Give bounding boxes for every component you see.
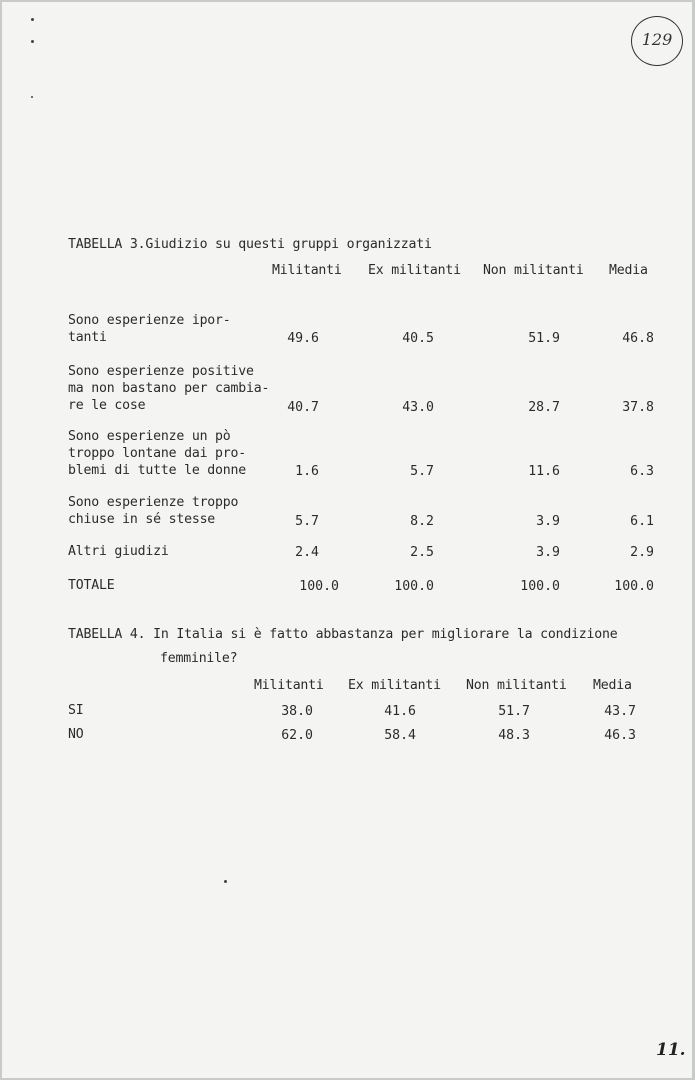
- table-cell: 11.6: [528, 464, 560, 479]
- document-page: [2, 2, 692, 1078]
- table-cell: 2.4: [295, 545, 319, 560]
- table-cell: 41.6: [384, 704, 416, 719]
- table-cell: 37.8: [622, 400, 654, 415]
- row-label: SI: [68, 703, 84, 718]
- speck: [224, 880, 227, 883]
- table-cell: 48.3: [498, 728, 530, 743]
- table-cell: 51.7: [498, 704, 530, 719]
- column-header: Militanti: [254, 678, 324, 693]
- column-header: Media: [609, 263, 648, 278]
- table-cell: 43.0: [402, 400, 434, 415]
- table-cell: 2.9: [630, 545, 654, 560]
- column-header: Ex militanti: [368, 263, 461, 278]
- row-label: blemi di tutte le donne: [68, 463, 247, 478]
- table-cell: 100.0: [614, 579, 654, 594]
- table-cell: 40.7: [287, 400, 319, 415]
- row-label: Sono esperienze positive: [68, 364, 254, 379]
- table-3-title: TABELLA 3.Giudizio su questi gruppi organizzati: [68, 237, 432, 252]
- column-header: Militanti: [272, 263, 342, 278]
- archive-stamp: [631, 16, 683, 66]
- table-cell: 5.7: [410, 464, 434, 479]
- row-label: TOTALE: [68, 578, 115, 593]
- table-cell: 5.7: [295, 514, 319, 529]
- table-cell: 38.0: [281, 704, 313, 719]
- table-cell: 8.2: [410, 514, 434, 529]
- column-header: Non militanti: [483, 263, 584, 278]
- table-cell: 46.8: [622, 331, 654, 346]
- speck: [31, 96, 33, 98]
- table-cell: 62.0: [281, 728, 313, 743]
- table-cell: 3.9: [536, 545, 560, 560]
- row-label: chiuse in sé stesse: [68, 512, 216, 527]
- table-cell: 6.3: [630, 464, 654, 479]
- row-label: troppo lontane dai pro-: [68, 446, 247, 461]
- table-cell: 1.6: [295, 464, 319, 479]
- table-cell: 58.4: [384, 728, 416, 743]
- table-cell: 100.0: [394, 579, 434, 594]
- row-label: re le cose: [68, 398, 146, 413]
- table-cell: 51.9: [528, 331, 560, 346]
- table-cell: 100.0: [299, 579, 339, 594]
- table-cell: 43.7: [604, 704, 636, 719]
- column-header: Media: [593, 678, 632, 693]
- row-label: ma non bastano per cambia-: [68, 381, 270, 396]
- table-cell: 46.3: [604, 728, 636, 743]
- row-label: Altri giudizi: [68, 544, 169, 559]
- speck: [31, 18, 34, 21]
- speck: [31, 40, 34, 43]
- table-4-title-continued: femminile?: [160, 651, 238, 666]
- table-cell: 40.5: [402, 331, 434, 346]
- row-label: Sono esperienze ipor-: [68, 313, 231, 328]
- table-cell: 28.7: [528, 400, 560, 415]
- table-4-title: TABELLA 4. In Italia si è fatto abbastanza per migliorare la condizione: [68, 627, 618, 642]
- column-header: Ex militanti: [348, 678, 441, 693]
- table-cell: 3.9: [536, 514, 560, 529]
- row-label: Sono esperienze troppo: [68, 495, 239, 510]
- table-cell: 100.0: [520, 579, 560, 594]
- table-cell: 2.5: [410, 545, 434, 560]
- column-header: Non militanti: [466, 678, 567, 693]
- row-label: NO: [68, 727, 84, 742]
- page-number: 11.: [656, 1040, 686, 1060]
- table-cell: 49.6: [287, 331, 319, 346]
- stamp-number: 129: [641, 30, 673, 49]
- table-cell: 6.1: [630, 514, 654, 529]
- row-label: tanti: [68, 330, 107, 345]
- row-label: Sono esperienze un pò: [68, 429, 231, 444]
